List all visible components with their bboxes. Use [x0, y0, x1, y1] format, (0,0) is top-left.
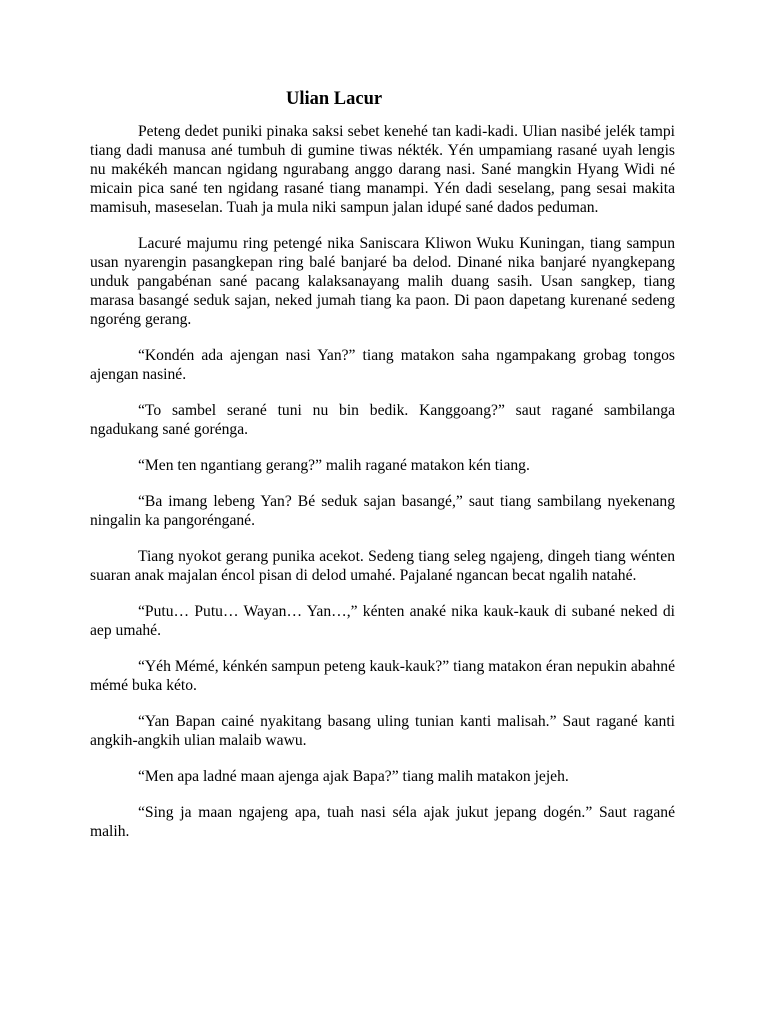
paragraph-9: “Yéh Mémé, kénkén sampun peteng kauk-kauk?” tiang matakon éran nepukin abahné mémé buka kéto.	[90, 658, 675, 694]
paragraph-11: “Men apa ladné maan ajenga ajak Bapa?” tiang malih matakon jejeh.	[138, 768, 569, 785]
document-title: Ulian Lacur	[286, 89, 383, 109]
paragraph-6: “Ba imang lebeng Yan? Bé seduk sajan basangé,” saut tiang sambilang nyekenang ningalin ka pangoréngané.	[90, 493, 675, 529]
paragraph-10: “Yan Bapan cainé nyakitang basang uling tunian kanti malisah.” Saut ragané kanti angkih-angkih ulian malaib wawu.	[90, 713, 675, 749]
paragraph-1: Peteng dedet puniki pinaka saksi sebet kenehé tan kadi-kadi. Ulian nasibé jelék tampi tiang dadi manusa ané tumbuh di gumine tiwas nékték. Yén umpamiang rasané uyah lengis nu makékéh mancan ngidang ngurabang anggo darang nasi. Sané mangkin Hyang Widi né micain pica sané ten ngidang rasané tiang manampi. Yén dadi seselang, pang sesai makita mamisuh, maseselan. Tuah ja mula niki sampun jalan idupé sané dados peduman.	[90, 123, 675, 216]
paragraph-2: Lacuré majumu ring petengé nika Saniscara Kliwon Wuku Kuningan, tiang sampun usan nyarengin pasangkepan ring balé banjaré ba delod. Dinané nika banjaré nyangkepang unduk pangabénan sané pacang kalaksanayang malih duang sasih. Usan sangkep, tiang marasa basangé seduk sajan, neked jumah tiang ka paon. Di paon dapetang kurenané sedeng ngoréng gerang.	[90, 235, 675, 328]
paragraph-3: “Kondén ada ajengan nasi Yan?” tiang matakon saha ngampakang grobag tongos ajengan nasiné.	[90, 347, 675, 383]
paragraph-8: “Putu… Putu… Wayan… Yan…,” kénten anaké nika kauk-kauk di subané neked di aep umahé.	[90, 603, 675, 639]
paragraph-4: “To sambel serané tuni nu bin bedik. Kanggoang?” saut ragané sambilanga ngadukang sané goréngа.	[90, 402, 675, 438]
paragraph-7: Tiang nyokot gerang punika acekot. Sedeng tiang seleg ngajeng, dingeh tiang wénten suaran anak majalan éncol pisan di delod umahé. Pajalané ngancan becat ngalih natahé.	[90, 548, 675, 584]
document-page	[90, 86, 675, 858]
paragraph-5: “Men ten ngantiang gerang?” malih ragané matakon kén tiang.	[138, 457, 530, 474]
paragraph-12: “Sing ja maan ngajeng apa, tuah nasi séla ajak jukut jepang dogén.” Saut ragané malih.	[90, 804, 675, 840]
